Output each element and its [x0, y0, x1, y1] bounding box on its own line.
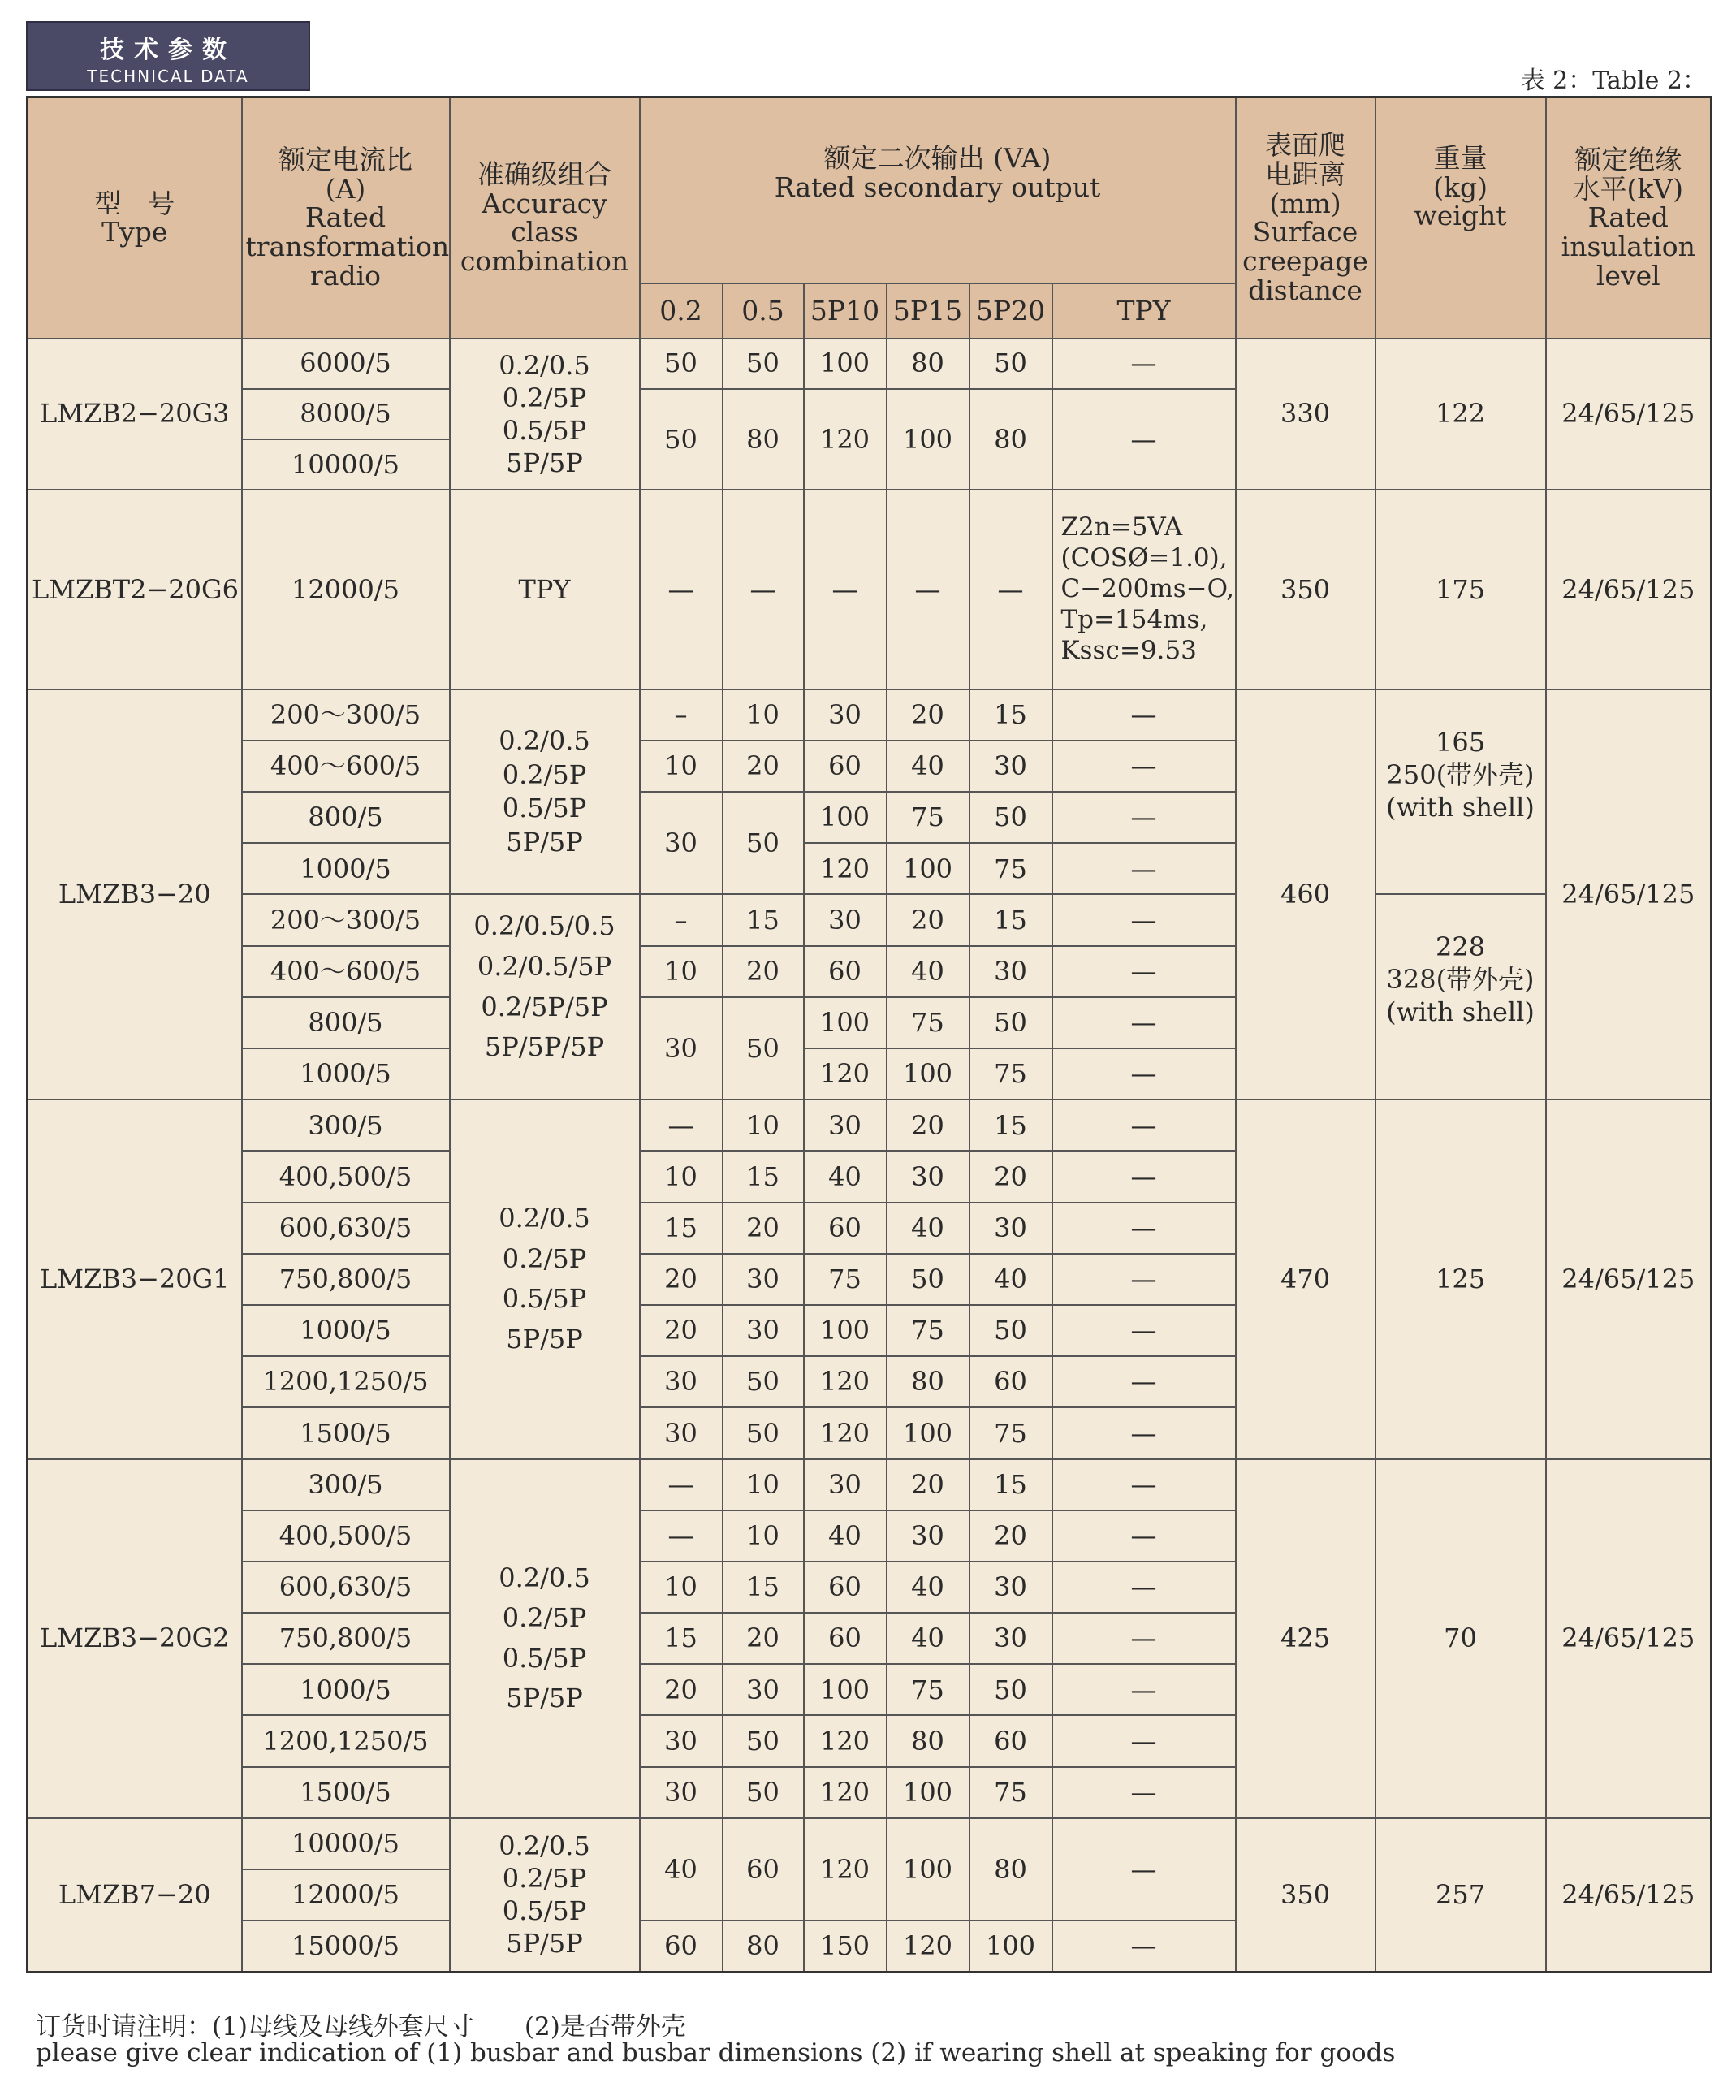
value-cell: 50	[640, 389, 723, 490]
ratio-cell: 800/5	[242, 997, 450, 1048]
section-title-cn: 技术参数	[100, 36, 236, 64]
header-col-0.5: 0.5	[723, 283, 804, 339]
value-cell: 100	[887, 1048, 969, 1100]
value-cell: 20	[723, 1203, 804, 1254]
value-cell: 50	[723, 1715, 804, 1766]
value-cell: 120	[804, 1048, 887, 1100]
value-cell: 20	[640, 1254, 723, 1305]
value-cell: 80	[969, 389, 1052, 490]
value-cell: 10	[723, 689, 804, 741]
value-cell: —	[887, 490, 969, 689]
value-cell: 100	[887, 1818, 969, 1921]
ratio-cell: 10000/5	[242, 1818, 450, 1869]
value-cell: 100	[969, 1921, 1052, 1972]
value-cell: 100	[804, 792, 887, 843]
value-cell: 50	[969, 1305, 1052, 1356]
ratio-cell: 200～300/5	[242, 894, 450, 945]
value-cell: 15	[969, 1459, 1052, 1510]
insulation-cell: 24/65/125	[1546, 339, 1712, 490]
order-note-en: please give clear indication of (1) busbar and busbar dimensions (2) if wearing shell at speaking for goods	[36, 2038, 1396, 2068]
value-cell: 75	[804, 1254, 887, 1305]
value-cell: 120	[804, 1818, 887, 1921]
value-cell: 30	[887, 1510, 969, 1562]
value-cell: 120	[804, 1407, 887, 1458]
value-cell: 10	[640, 741, 723, 792]
value-cell: —	[969, 490, 1052, 689]
value-cell: 20	[887, 894, 969, 945]
header-weight: 重量 (kg) weight	[1375, 97, 1546, 339]
value-cell: 120	[804, 843, 887, 894]
value-cell: —	[1052, 1818, 1236, 1921]
value-cell: —	[1052, 843, 1236, 894]
value-cell: –	[640, 689, 723, 741]
value-cell: 30	[804, 1459, 887, 1510]
value-cell: 10	[723, 1510, 804, 1562]
insulation-cell: 24/65/125	[1546, 1100, 1712, 1458]
value-cell: —	[1052, 1048, 1236, 1100]
value-cell: 20	[969, 1510, 1052, 1562]
section-title-en: TECHNICAL DATA	[87, 67, 249, 86]
value-cell: —	[1052, 1151, 1236, 1202]
value-cell: 30	[969, 1562, 1052, 1613]
ratio-cell: 1000/5	[242, 843, 450, 894]
header-insulation: 额定绝缘 水平(kV) Rated insulation level	[1546, 97, 1712, 339]
value-cell: 30	[723, 1664, 804, 1715]
value-cell: 120	[804, 1767, 887, 1818]
value-cell: —	[1052, 1100, 1236, 1151]
ratio-cell: 600,630/5	[242, 1562, 450, 1613]
section-badge	[26, 21, 310, 91]
value-cell: 40	[887, 1203, 969, 1254]
value-cell: 60	[640, 1921, 723, 1972]
value-cell: 60	[804, 946, 887, 997]
ratio-cell: 400,500/5	[242, 1151, 450, 1202]
value-cell: 50	[723, 1407, 804, 1458]
value-cell: 100	[804, 339, 887, 389]
value-cell: 10	[723, 1459, 804, 1510]
value-cell: 50	[723, 997, 804, 1100]
value-cell: 20	[887, 689, 969, 741]
value-cell: —	[1052, 1203, 1236, 1254]
weight-cell: 70	[1375, 1459, 1546, 1818]
value-cell: 40	[887, 741, 969, 792]
insulation-cell: 24/65/125	[1546, 689, 1712, 1100]
accuracy-cell: 0.2/0.5 0.2/5P 0.5/5P 5P/5P	[450, 1818, 640, 1973]
value-cell: 40	[969, 1254, 1052, 1305]
value-cell: 60	[969, 1715, 1052, 1766]
value-cell: 75	[887, 1305, 969, 1356]
value-cell: —	[1052, 1767, 1236, 1818]
value-cell: —	[1052, 894, 1236, 945]
weight-cell: 175	[1375, 490, 1546, 689]
value-cell: —	[1052, 389, 1236, 490]
ratio-cell: 15000/5	[242, 1921, 450, 1972]
creepage-cell: 330	[1236, 339, 1375, 490]
value-cell: 80	[887, 1715, 969, 1766]
weight-cell: 125	[1375, 1100, 1546, 1458]
value-cell: 75	[969, 1048, 1052, 1100]
value-cell: 30	[969, 741, 1052, 792]
accuracy-cell: 0.2/0.5 0.2/5P 0.5/5P 5P/5P	[450, 1100, 640, 1458]
ratio-cell: 400～600/5	[242, 946, 450, 997]
value-cell: 15	[723, 1562, 804, 1613]
ratio-cell: 12000/5	[242, 1869, 450, 1921]
value-cell: 50	[723, 339, 804, 389]
value-cell: 40	[887, 1562, 969, 1613]
value-cell: —	[640, 1510, 723, 1562]
header-ratio: 额定电流比 (A) Rated transformation radio	[242, 97, 450, 339]
value-cell: 50	[723, 1356, 804, 1407]
value-cell: 150	[804, 1921, 887, 1972]
table-row	[28, 490, 1712, 689]
ratio-cell: 600,630/5	[242, 1203, 450, 1254]
ratio-cell: 1000/5	[242, 1048, 450, 1100]
ratio-cell: 300/5	[242, 1100, 450, 1151]
value-cell: 15	[723, 1151, 804, 1202]
weight-cell: 228 328(带外壳) (with shell)	[1375, 894, 1546, 1100]
value-cell: 60	[723, 1818, 804, 1921]
ratio-cell: 800/5	[242, 792, 450, 843]
value-cell: 40	[804, 1151, 887, 1202]
value-cell: 10	[640, 1562, 723, 1613]
value-cell: —	[1052, 1459, 1236, 1510]
table-row	[28, 689, 1712, 741]
value-cell: —	[640, 490, 723, 689]
insulation-cell: 24/65/125	[1546, 490, 1712, 689]
value-cell: 30	[640, 997, 723, 1100]
value-cell: 20	[640, 1664, 723, 1715]
insulation-cell: 24/65/125	[1546, 1818, 1712, 1973]
value-cell: 100	[804, 1305, 887, 1356]
value-cell: 50	[640, 339, 723, 389]
value-cell: 30	[969, 946, 1052, 997]
value-cell: 60	[804, 741, 887, 792]
value-cell: 15	[969, 1100, 1052, 1151]
creepage-cell: 460	[1236, 689, 1375, 1100]
ratio-cell: 8000/5	[242, 389, 450, 439]
value-cell: —	[1052, 1715, 1236, 1766]
header-col-5p15: 5P15	[887, 283, 969, 339]
header-accuracy: 准确级组合 Accuracy class combination	[450, 97, 640, 339]
value-cell: 30	[804, 894, 887, 945]
tpy-parameters-cell: Z2n=5VA (COSØ=1.0), C−200ms−O, Tp=154ms, Kssc=9.53	[1052, 490, 1236, 689]
value-cell: 30	[640, 1407, 723, 1458]
value-cell: 100	[804, 1664, 887, 1715]
table-row	[28, 339, 1712, 389]
ratio-cell: 300/5	[242, 1459, 450, 1510]
value-cell: —	[640, 1100, 723, 1151]
value-cell: 30	[723, 1305, 804, 1356]
value-cell: —	[1052, 689, 1236, 741]
table-label: 表 2：Table 2：	[1520, 67, 1707, 95]
accuracy-cell: 0.2/0.5 0.2/5P 0.5/5P 5P/5P	[450, 1459, 640, 1818]
ratio-cell: 200～300/5	[242, 689, 450, 741]
header-type: 型 号 Type	[28, 97, 242, 339]
value-cell: 75	[969, 1407, 1052, 1458]
value-cell: 120	[804, 1715, 887, 1766]
value-cell: —	[1052, 741, 1236, 792]
creepage-cell: 470	[1236, 1100, 1375, 1458]
value-cell: 20	[887, 1459, 969, 1510]
ratio-cell: 400～600/5	[242, 741, 450, 792]
value-cell: —	[1052, 1664, 1236, 1715]
value-cell: 75	[887, 1664, 969, 1715]
ratio-cell: 750,800/5	[242, 1254, 450, 1305]
ratio-cell: 6000/5	[242, 339, 450, 389]
value-cell: 10	[640, 1151, 723, 1202]
value-cell: 15	[640, 1613, 723, 1664]
value-cell: 80	[969, 1818, 1052, 1921]
ratio-cell: 12000/5	[242, 490, 450, 689]
value-cell: 50	[969, 339, 1052, 389]
value-cell: 30	[969, 1613, 1052, 1664]
creepage-cell: 425	[1236, 1459, 1375, 1818]
value-cell: 20	[887, 1100, 969, 1151]
value-cell: 30	[723, 1254, 804, 1305]
value-cell: 75	[969, 843, 1052, 894]
value-cell: 100	[887, 1407, 969, 1458]
table-row	[28, 1818, 1712, 1869]
value-cell: 60	[804, 1562, 887, 1613]
value-cell: —	[1052, 1562, 1236, 1613]
value-cell: 100	[804, 997, 887, 1048]
value-cell: 15	[640, 1203, 723, 1254]
value-cell: 50	[969, 792, 1052, 843]
value-cell: —	[1052, 1254, 1236, 1305]
value-cell: 30	[640, 1356, 723, 1407]
value-cell: 30	[804, 689, 887, 741]
header-col-5p20: 5P20	[969, 283, 1052, 339]
ratio-cell: 1200,1250/5	[242, 1356, 450, 1407]
weight-cell: 257	[1375, 1818, 1546, 1973]
value-cell: 120	[887, 1921, 969, 1972]
type-cell: LMZBT2−20G6	[28, 490, 242, 689]
type-cell: LMZB3−20	[28, 689, 242, 1100]
value-cell: 30	[887, 1151, 969, 1202]
value-cell: —	[723, 490, 804, 689]
value-cell: 15	[723, 894, 804, 945]
type-cell: LMZB2−20G3	[28, 339, 242, 490]
value-cell: 80	[887, 339, 969, 389]
value-cell: –	[640, 894, 723, 945]
value-cell: 50	[723, 1767, 804, 1818]
value-cell: 30	[640, 792, 723, 894]
value-cell: 20	[640, 1305, 723, 1356]
value-cell: —	[1052, 339, 1236, 389]
value-cell: 50	[969, 997, 1052, 1048]
header-output: 额定二次输出 (VA) Rated secondary output	[640, 97, 1236, 283]
value-cell: 40	[887, 946, 969, 997]
accuracy-cell: TPY	[450, 490, 640, 689]
value-cell: —	[1052, 1305, 1236, 1356]
value-cell: 40	[887, 1613, 969, 1664]
value-cell: —	[1052, 1510, 1236, 1562]
order-note-cn: 订货时请注明：(1)母线及母线外套尺寸 (2)是否带外壳	[36, 2012, 686, 2042]
value-cell: 30	[804, 1100, 887, 1151]
value-cell: 20	[723, 946, 804, 997]
ratio-cell: 1500/5	[242, 1767, 450, 1818]
ratio-cell: 750,800/5	[242, 1613, 450, 1664]
value-cell: 15	[969, 689, 1052, 741]
value-cell: —	[804, 490, 887, 689]
accuracy-cell: 0.2/0.5/0.5 0.2/0.5/5P 0.2/5P/5P 5P/5P/5P	[450, 894, 640, 1100]
type-cell: LMZB7−20	[28, 1818, 242, 1973]
value-cell: 50	[723, 792, 804, 894]
value-cell: 100	[887, 389, 969, 490]
value-cell: 120	[804, 1356, 887, 1407]
accuracy-cell: 0.2/0.5 0.2/5P 0.5/5P 5P/5P	[450, 339, 640, 490]
value-cell: 20	[723, 741, 804, 792]
value-cell: 75	[887, 792, 969, 843]
weight-cell: 165 250(带外壳) (with shell)	[1375, 689, 1546, 895]
value-cell: 30	[640, 1767, 723, 1818]
value-cell: 15	[969, 894, 1052, 945]
header-creepage: 表面爬 电距离 (mm) Surface creepage distance	[1236, 97, 1375, 339]
value-cell: 50	[969, 1664, 1052, 1715]
value-cell: 60	[804, 1203, 887, 1254]
header-col-5p10: 5P10	[804, 283, 887, 339]
ratio-cell: 10000/5	[242, 439, 450, 490]
value-cell: —	[1052, 792, 1236, 843]
value-cell: —	[1052, 1356, 1236, 1407]
value-cell: 120	[804, 389, 887, 490]
value-cell: —	[1052, 1407, 1236, 1458]
value-cell: —	[1052, 1613, 1236, 1664]
header-col-0.2: 0.2	[640, 283, 723, 339]
creepage-cell: 350	[1236, 1818, 1375, 1973]
value-cell: 50	[887, 1254, 969, 1305]
value-cell: 80	[723, 1921, 804, 1972]
value-cell: 40	[640, 1818, 723, 1921]
value-cell: 20	[723, 1613, 804, 1664]
ratio-cell: 400,500/5	[242, 1510, 450, 1562]
value-cell: 75	[969, 1767, 1052, 1818]
header-col-tpy: TPY	[1052, 283, 1236, 339]
value-cell: 75	[887, 997, 969, 1048]
value-cell: 10	[723, 1100, 804, 1151]
value-cell: —	[1052, 997, 1236, 1048]
value-cell: 100	[887, 843, 969, 894]
accuracy-cell: 0.2/0.5 0.2/5P 0.5/5P 5P/5P	[450, 689, 640, 895]
value-cell: 30	[640, 1715, 723, 1766]
value-cell: —	[640, 1459, 723, 1510]
value-cell: 30	[969, 1203, 1052, 1254]
type-cell: LMZB3−20G2	[28, 1459, 242, 1818]
value-cell: 100	[887, 1767, 969, 1818]
value-cell: 40	[804, 1510, 887, 1562]
ratio-cell: 1500/5	[242, 1407, 450, 1458]
ratio-cell: 1200,1250/5	[242, 1715, 450, 1766]
table-row	[28, 1459, 1712, 1510]
value-cell: 10	[640, 946, 723, 997]
value-cell: 60	[804, 1613, 887, 1664]
ratio-cell: 1000/5	[242, 1664, 450, 1715]
value-cell: 80	[887, 1356, 969, 1407]
technical-data-table	[26, 96, 1712, 1973]
ratio-cell: 1000/5	[242, 1305, 450, 1356]
type-cell: LMZB3−20G1	[28, 1100, 242, 1458]
value-cell: 60	[969, 1356, 1052, 1407]
weight-cell: 122	[1375, 339, 1546, 490]
value-cell: 20	[969, 1151, 1052, 1202]
value-cell: —	[1052, 1921, 1236, 1972]
value-cell: 80	[723, 389, 804, 490]
table-row	[28, 894, 1712, 945]
creepage-cell: 350	[1236, 490, 1375, 689]
table-row	[28, 1100, 1712, 1151]
insulation-cell: 24/65/125	[1546, 1459, 1712, 1818]
value-cell: —	[1052, 946, 1236, 997]
